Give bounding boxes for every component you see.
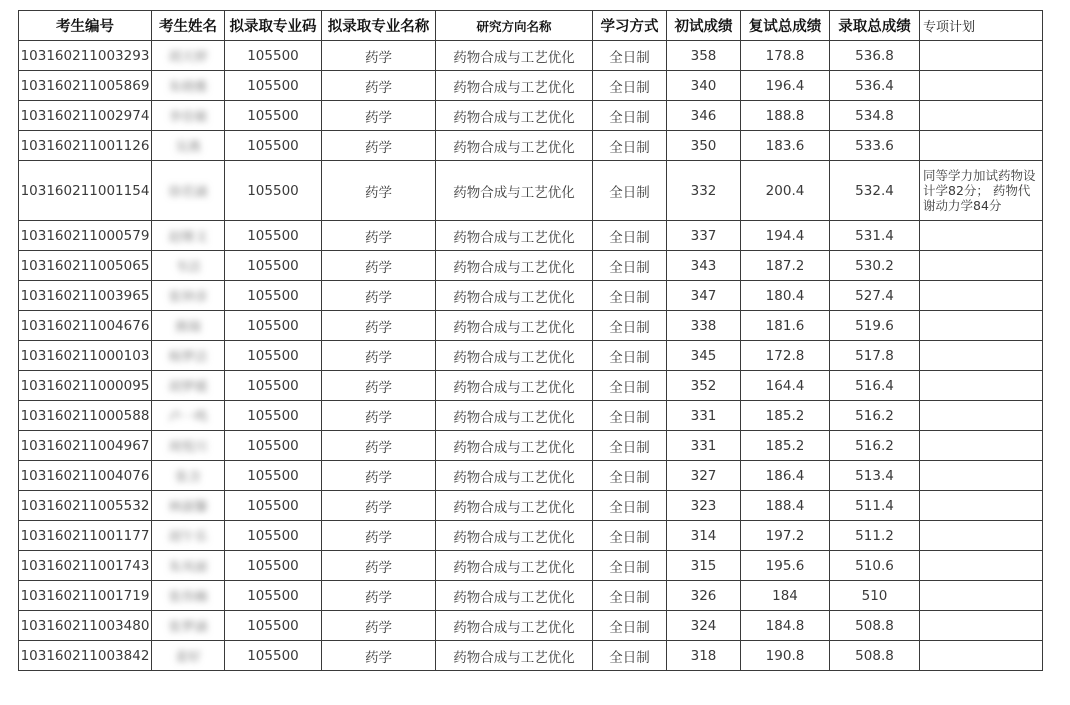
redacted-name: 姜好 — [174, 650, 201, 665]
table-row — [19, 281, 1043, 311]
candidate-id-cell: 103160211004076 — [19, 461, 152, 491]
total-score-cell: 516.2 — [830, 431, 920, 461]
retest-score-cell: 183.6 — [741, 131, 830, 161]
research-direction-cell: 药物合成与工艺优化 — [436, 311, 593, 341]
candidate-name-cell — [152, 311, 225, 341]
major-name-cell: 药学 — [322, 521, 436, 551]
study-mode-cell: 全日制 — [593, 101, 667, 131]
major-code-cell: 105500 — [225, 281, 322, 311]
special-plan-cell — [920, 581, 1043, 611]
preliminary-score-cell: 323 — [667, 491, 741, 521]
total-score-cell: 516.4 — [830, 371, 920, 401]
major-code-cell: 105500 — [225, 521, 322, 551]
major-name-cell: 药学 — [322, 461, 436, 491]
header-candidate-name: 考生姓名 — [152, 11, 225, 41]
candidate-id-cell: 103160211005532 — [19, 491, 152, 521]
candidate-id-cell: 103160211004676 — [19, 311, 152, 341]
candidate-id-cell: 103160211003965 — [19, 281, 152, 311]
header-preliminary-score: 初试成绩 — [667, 11, 741, 41]
research-direction-cell: 药物合成与工艺优化 — [436, 611, 593, 641]
header-row — [19, 11, 1043, 41]
table-row — [19, 581, 1043, 611]
candidate-name-cell — [152, 521, 225, 551]
study-mode-cell: 全日制 — [593, 401, 667, 431]
major-code-cell: 105500 — [225, 431, 322, 461]
retest-score-cell: 184 — [741, 581, 830, 611]
retest-score-cell: 172.8 — [741, 341, 830, 371]
special-plan-cell — [920, 641, 1043, 671]
candidate-id-cell: 103160211000588 — [19, 401, 152, 431]
study-mode-cell: 全日制 — [593, 581, 667, 611]
retest-score-cell: 186.4 — [741, 461, 830, 491]
preliminary-score-cell: 346 — [667, 101, 741, 131]
major-code-cell: 105500 — [225, 71, 322, 101]
total-score-cell: 536.8 — [830, 41, 920, 71]
major-name-cell: 药学 — [322, 581, 436, 611]
header-study-mode: 学习方式 — [593, 11, 667, 41]
special-plan-cell — [920, 311, 1043, 341]
major-name-cell: 药学 — [322, 41, 436, 71]
special-plan-cell — [920, 491, 1043, 521]
major-code-cell: 105500 — [225, 161, 322, 221]
research-direction-cell: 药物合成与工艺优化 — [436, 581, 593, 611]
study-mode-cell: 全日制 — [593, 371, 667, 401]
major-name-cell: 药学 — [322, 491, 436, 521]
major-name-cell: 药学 — [322, 401, 436, 431]
study-mode-cell: 全日制 — [593, 341, 667, 371]
special-plan-cell — [920, 521, 1043, 551]
redacted-name: 杨梦洁 — [168, 350, 208, 365]
research-direction-cell: 药物合成与工艺优化 — [436, 461, 593, 491]
preliminary-score-cell: 343 — [667, 251, 741, 281]
redacted-name: 张钟彦 — [168, 290, 208, 305]
candidate-name-cell — [152, 491, 225, 521]
retest-score-cell: 164.4 — [741, 371, 830, 401]
preliminary-score-cell: 318 — [667, 641, 741, 671]
major-name-cell: 药学 — [322, 311, 436, 341]
total-score-cell: 531.4 — [830, 221, 920, 251]
special-plan-cell — [920, 101, 1043, 131]
preliminary-score-cell: 340 — [667, 71, 741, 101]
candidate-id-cell: 103160211004967 — [19, 431, 152, 461]
header-total-score: 录取总成绩 — [830, 11, 920, 41]
candidate-name-cell — [152, 611, 225, 641]
research-direction-cell: 药物合成与工艺优化 — [436, 161, 593, 221]
major-name-cell: 药学 — [322, 641, 436, 671]
total-score-cell: 510.6 — [830, 551, 920, 581]
retest-score-cell: 184.8 — [741, 611, 830, 641]
study-mode-cell: 全日制 — [593, 221, 667, 251]
preliminary-score-cell: 338 — [667, 311, 741, 341]
research-direction-cell: 药物合成与工艺优化 — [436, 341, 593, 371]
study-mode-cell: 全日制 — [593, 611, 667, 641]
special-plan-cell — [920, 221, 1043, 251]
study-mode-cell: 全日制 — [593, 461, 667, 491]
special-plan-cell — [920, 461, 1043, 491]
preliminary-score-cell: 314 — [667, 521, 741, 551]
total-score-cell: 533.6 — [830, 131, 920, 161]
retest-score-cell: 178.8 — [741, 41, 830, 71]
major-name-cell: 药学 — [322, 431, 436, 461]
table-row — [19, 341, 1043, 371]
header-major-name: 拟录取专业名称 — [322, 11, 436, 41]
major-code-cell: 105500 — [225, 371, 322, 401]
research-direction-cell: 药物合成与工艺优化 — [436, 101, 593, 131]
retest-score-cell: 190.8 — [741, 641, 830, 671]
special-plan-cell — [920, 131, 1043, 161]
major-name-cell: 药学 — [322, 611, 436, 641]
major-name-cell: 药学 — [322, 221, 436, 251]
major-code-cell: 105500 — [225, 611, 322, 641]
table-row — [19, 101, 1043, 131]
major-name-cell: 药学 — [322, 281, 436, 311]
candidate-name-cell — [152, 101, 225, 131]
candidate-name-cell — [152, 641, 225, 671]
special-plan-cell — [920, 401, 1043, 431]
major-name-cell: 药学 — [322, 551, 436, 581]
retest-score-cell: 185.2 — [741, 401, 830, 431]
special-plan-cell — [920, 41, 1043, 71]
table-row — [19, 611, 1043, 641]
candidate-id-cell: 103160211000103 — [19, 341, 152, 371]
redacted-name: 徐若涵 — [168, 185, 208, 200]
major-code-cell: 105500 — [225, 251, 322, 281]
table-row — [19, 491, 1043, 521]
preliminary-score-cell: 345 — [667, 341, 741, 371]
candidate-id-cell: 103160211001177 — [19, 521, 152, 551]
preliminary-score-cell: 326 — [667, 581, 741, 611]
major-code-cell: 105500 — [225, 131, 322, 161]
retest-score-cell: 180.4 — [741, 281, 830, 311]
preliminary-score-cell: 350 — [667, 131, 741, 161]
header-special-plan: 专项计划 — [920, 11, 1043, 41]
table-row — [19, 221, 1043, 251]
preliminary-score-cell: 347 — [667, 281, 741, 311]
total-score-cell: 536.4 — [830, 71, 920, 101]
table-row — [19, 311, 1043, 341]
redacted-name: 张梦涵 — [168, 620, 208, 635]
candidate-id-cell: 103160211003293 — [19, 41, 152, 71]
candidate-name-cell — [152, 161, 225, 221]
major-name-cell: 药学 — [322, 341, 436, 371]
redacted-name: 朱晓雅 — [168, 80, 208, 95]
study-mode-cell: 全日制 — [593, 281, 667, 311]
research-direction-cell: 药物合成与工艺优化 — [436, 641, 593, 671]
candidate-id-cell: 103160211005065 — [19, 251, 152, 281]
major-name-cell: 药学 — [322, 371, 436, 401]
preliminary-score-cell: 324 — [667, 611, 741, 641]
redacted-name: 熊瑞 — [174, 320, 201, 335]
header-retest-score: 复试总成绩 — [741, 11, 830, 41]
total-score-cell: 516.2 — [830, 401, 920, 431]
candidate-id-cell: 103160211000095 — [19, 371, 152, 401]
candidate-name-cell — [152, 371, 225, 401]
candidate-name-cell — [152, 41, 225, 71]
preliminary-score-cell: 331 — [667, 401, 741, 431]
table-row — [19, 251, 1043, 281]
special-plan-cell — [920, 551, 1043, 581]
total-score-cell: 527.4 — [830, 281, 920, 311]
preliminary-score-cell: 352 — [667, 371, 741, 401]
redacted-name: 赵继文 — [168, 230, 208, 245]
study-mode-cell: 全日制 — [593, 641, 667, 671]
candidate-name-cell — [152, 221, 225, 251]
candidate-name-cell — [152, 281, 225, 311]
table-row — [19, 371, 1043, 401]
research-direction-cell: 药物合成与工艺优化 — [436, 131, 593, 161]
table-row — [19, 461, 1043, 491]
special-plan-cell: 同等学力加试药物设计学82分； 药物代谢动力学84分 — [920, 161, 1043, 221]
header-research-direction: 研究方向名称 — [436, 11, 593, 41]
total-score-cell: 517.8 — [830, 341, 920, 371]
total-score-cell: 519.6 — [830, 311, 920, 341]
table-row — [19, 641, 1043, 671]
retest-score-cell: 185.2 — [741, 431, 830, 461]
candidate-name-cell — [152, 551, 225, 581]
header-major-code: 拟录取专业码 — [225, 11, 322, 41]
candidate-id-cell: 103160211001719 — [19, 581, 152, 611]
preliminary-score-cell: 332 — [667, 161, 741, 221]
table-row — [19, 41, 1043, 71]
study-mode-cell: 全日制 — [593, 41, 667, 71]
table-row — [19, 401, 1043, 431]
preliminary-score-cell: 337 — [667, 221, 741, 251]
candidate-name-cell — [152, 71, 225, 101]
table-row — [19, 161, 1043, 221]
total-score-cell: 508.8 — [830, 641, 920, 671]
redacted-name: 林淑馨 — [168, 500, 208, 515]
retest-score-cell: 194.4 — [741, 221, 830, 251]
candidate-name-cell — [152, 341, 225, 371]
major-name-cell: 药学 — [322, 101, 436, 131]
study-mode-cell: 全日制 — [593, 431, 667, 461]
research-direction-cell: 药物合成与工艺优化 — [436, 221, 593, 251]
research-direction-cell: 药物合成与工艺优化 — [436, 491, 593, 521]
redacted-name: 卢一鸣 — [168, 410, 208, 425]
candidate-name-cell — [152, 251, 225, 281]
special-plan-cell — [920, 71, 1043, 101]
table-row — [19, 131, 1043, 161]
candidate-name-cell — [152, 431, 225, 461]
special-plan-cell — [920, 371, 1043, 401]
research-direction-cell: 药物合成与工艺优化 — [436, 521, 593, 551]
study-mode-cell: 全日制 — [593, 521, 667, 551]
major-code-cell: 105500 — [225, 311, 322, 341]
redacted-name: 张伟楠 — [168, 590, 208, 605]
major-code-cell: 105500 — [225, 641, 322, 671]
redacted-name: 周悦川 — [168, 440, 208, 455]
admission-list-page — [18, 10, 1043, 671]
major-code-cell: 105500 — [225, 41, 322, 71]
major-name-cell: 药学 — [322, 131, 436, 161]
major-code-cell: 105500 — [225, 341, 322, 371]
retest-score-cell: 181.6 — [741, 311, 830, 341]
research-direction-cell: 药物合成与工艺优化 — [436, 551, 593, 581]
redacted-name: 胡天婷 — [168, 50, 208, 65]
research-direction-cell: 药物合成与工艺优化 — [436, 71, 593, 101]
major-code-cell: 105500 — [225, 551, 322, 581]
research-direction-cell: 药物合成与工艺优化 — [436, 401, 593, 431]
retest-score-cell: 196.4 — [741, 71, 830, 101]
candidate-name-cell — [152, 131, 225, 161]
total-score-cell: 530.2 — [830, 251, 920, 281]
candidate-id-cell: 103160211001126 — [19, 131, 152, 161]
candidate-id-cell: 103160211000579 — [19, 221, 152, 251]
major-name-cell: 药学 — [322, 71, 436, 101]
study-mode-cell: 全日制 — [593, 71, 667, 101]
candidate-id-cell: 103160211003480 — [19, 611, 152, 641]
table-body — [19, 41, 1043, 671]
total-score-cell: 508.8 — [830, 611, 920, 641]
header-candidate-id: 考生编号 — [19, 11, 152, 41]
candidate-id-cell: 103160211002974 — [19, 101, 152, 131]
research-direction-cell: 药物合成与工艺优化 — [436, 251, 593, 281]
retest-score-cell: 200.4 — [741, 161, 830, 221]
candidate-id-cell: 103160211001743 — [19, 551, 152, 581]
retest-score-cell: 187.2 — [741, 251, 830, 281]
redacted-name: 朱凤丽 — [168, 560, 208, 575]
candidate-name-cell — [152, 401, 225, 431]
redacted-name: 胡午乐 — [168, 530, 208, 545]
preliminary-score-cell: 315 — [667, 551, 741, 581]
total-score-cell: 511.4 — [830, 491, 920, 521]
candidate-id-cell: 103160211005869 — [19, 71, 152, 101]
major-name-cell: 药学 — [322, 251, 436, 281]
table-row — [19, 431, 1043, 461]
research-direction-cell: 药物合成与工艺优化 — [436, 431, 593, 461]
retest-score-cell: 188.4 — [741, 491, 830, 521]
study-mode-cell: 全日制 — [593, 551, 667, 581]
research-direction-cell: 药物合成与工艺优化 — [436, 371, 593, 401]
candidate-name-cell — [152, 461, 225, 491]
table-row — [19, 521, 1043, 551]
redacted-name: 吴燕 — [174, 140, 201, 155]
candidate-name-cell — [152, 581, 225, 611]
total-score-cell: 511.2 — [830, 521, 920, 551]
table-row — [19, 551, 1043, 581]
major-code-cell: 105500 — [225, 461, 322, 491]
redacted-name: 韦洁 — [174, 260, 201, 275]
retest-score-cell: 197.2 — [741, 521, 830, 551]
total-score-cell: 513.4 — [830, 461, 920, 491]
study-mode-cell: 全日制 — [593, 161, 667, 221]
research-direction-cell: 药物合成与工艺优化 — [436, 281, 593, 311]
retest-score-cell: 188.8 — [741, 101, 830, 131]
study-mode-cell: 全日制 — [593, 311, 667, 341]
study-mode-cell: 全日制 — [593, 491, 667, 521]
table-row — [19, 71, 1043, 101]
study-mode-cell: 全日制 — [593, 251, 667, 281]
preliminary-score-cell: 327 — [667, 461, 741, 491]
major-code-cell: 105500 — [225, 221, 322, 251]
candidate-id-cell: 103160211001154 — [19, 161, 152, 221]
total-score-cell: 532.4 — [830, 161, 920, 221]
total-score-cell: 510 — [830, 581, 920, 611]
study-mode-cell: 全日制 — [593, 131, 667, 161]
major-code-cell: 105500 — [225, 491, 322, 521]
major-code-cell: 105500 — [225, 101, 322, 131]
redacted-name: 李佳敏 — [168, 110, 208, 125]
preliminary-score-cell: 331 — [667, 431, 741, 461]
candidate-id-cell: 103160211003842 — [19, 641, 152, 671]
special-plan-cell — [920, 431, 1043, 461]
major-code-cell: 105500 — [225, 401, 322, 431]
redacted-name: 胡梦媛 — [168, 380, 208, 395]
research-direction-cell: 药物合成与工艺优化 — [436, 41, 593, 71]
special-plan-cell — [920, 341, 1043, 371]
redacted-name: 张含 — [174, 470, 201, 485]
admission-table — [18, 10, 1043, 671]
special-plan-cell — [920, 251, 1043, 281]
special-plan-cell — [920, 611, 1043, 641]
special-plan-cell — [920, 281, 1043, 311]
preliminary-score-cell: 358 — [667, 41, 741, 71]
major-code-cell: 105500 — [225, 581, 322, 611]
total-score-cell: 534.8 — [830, 101, 920, 131]
major-name-cell: 药学 — [322, 161, 436, 221]
retest-score-cell: 195.6 — [741, 551, 830, 581]
